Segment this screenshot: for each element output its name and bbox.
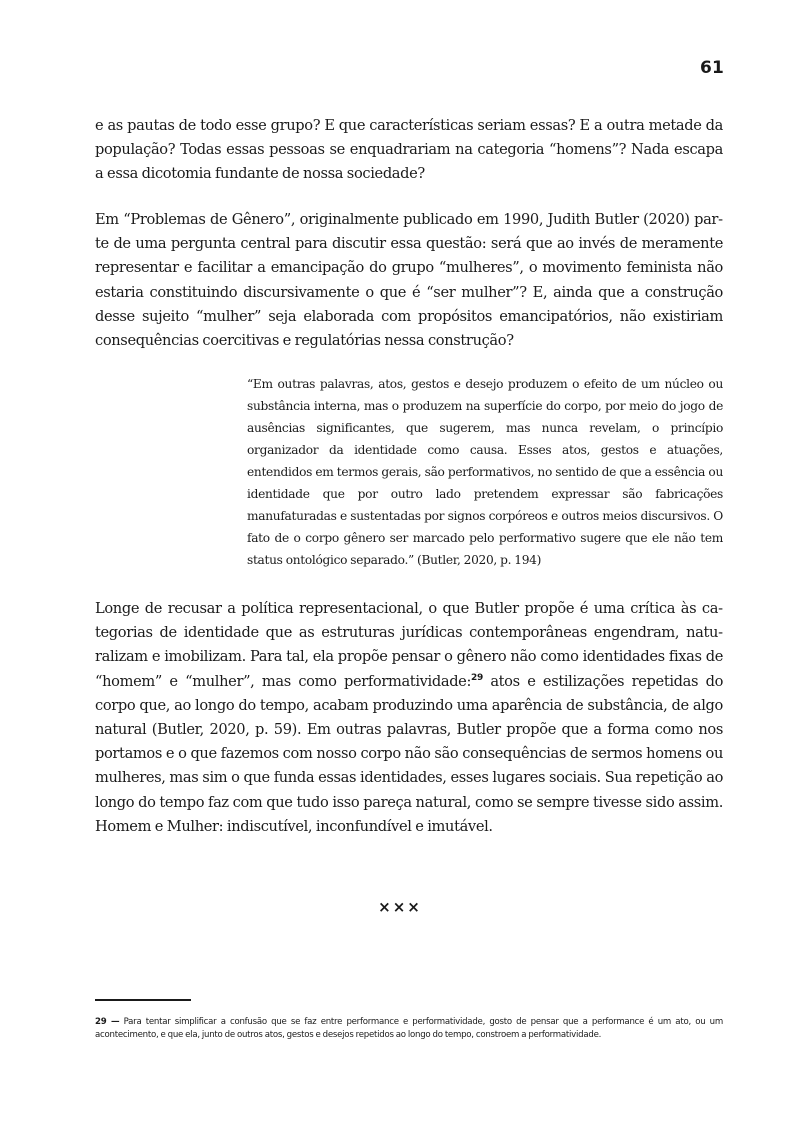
footnote-reference-29[interactable]: 29: [471, 672, 483, 683]
footnote-29: [95, 1016, 723, 1042]
body-paragraph-2: Em “Problemas de Gênero”, originalmente publicado em 1990, Judith Butler (2020) parte de uma pergunta central para discutir essa questão: será que ao invés de meramente representar e facilitar a emancipação do grupo “mulheres”, o movimento feminista não estaria constituindo discursivamente o que é “ser mulher”? E, ainda que a construção desse sujeito “mulher” seja elaborada com propósitos emancipatórios, não existiriam consequências coercitivas e regulatórias nessa construção?: [95, 211, 723, 350]
section-separator: ×××: [378, 898, 422, 916]
paragraph-3-text-after-note: atos e estilizações repetidas do corpo que, ao longo do tempo, acabam produzindo uma aparência de substância, de algo natural (Butler, 2020, p. 59). Em outras palavras, Butler propõe que a forma como nos portamos e o que fazemos com nosso corpo não são consequências de sermos homens ou mulheres, mas sim o que funda essas identidades, esses lugares sociais. Sua repetição ao longo do tempo faz com que tudo isso pareça natural, como se sempre tivesse sido assim. Homem e Mulher: indiscutível, inconfundível e imutável.: [95, 672, 724, 835]
footnote-marker: 29 —: [95, 1017, 120, 1027]
footnote-divider: [95, 999, 191, 1001]
body-paragraph-3: [95, 597, 723, 839]
block-quote: “Em outras palavras, atos, gestos e desejo produzem o efeito de um núcleo ou substância interna, mas o produzem na superfície do corpo, por meio do jogo de ausências significantes, que sugerem, mas nunca revelam, o princípio organizador da identidade como causa. Esses atos, gestos e atuações, entendidos em termos gerais, são performativos, no sentido de que a essência ou identidade que por outro lado pretendem expressar são fabricações manufaturadas e sustentadas por signos corpóreos e outros meios discursivos. O fato de o corpo gênero ser marcado pelo performativo sugere que ele não tem status ontológico separado.” (Butler, 2020, p. 194): [247, 377, 723, 567]
body-paragraph-1: e as pautas de todo esse grupo? E que características seriam essas? E a outra metade da população? Todas essas pessoas se enquadrariam na categoria “homens”? Nada escapa a essa dicotomia fundante de nossa sociedade?: [95, 117, 723, 183]
footnote-text: Para tentar simplificar a confusão que se faz entre performance e performatividade, gosto de pensar que a performance é um ato, ou um acontecimento, e que ela, junto de outros atos, gestos e desejos repetidos ao longo do tempo, constroem a performatividade.: [95, 1017, 723, 1041]
paragraph-3-text-before-note: Longe de recusar a política representacional, o que Butler propõe é uma crítica às categorias de identidade que as estruturas jurídicas contemporâneas engendram, naturalizam e imobilizam. Para tal, ela propõe pensar o gênero não como identidades fixas de “homem” e “mulher”, mas como performatividade:: [95, 600, 723, 690]
page-number: 61: [699, 58, 724, 78]
